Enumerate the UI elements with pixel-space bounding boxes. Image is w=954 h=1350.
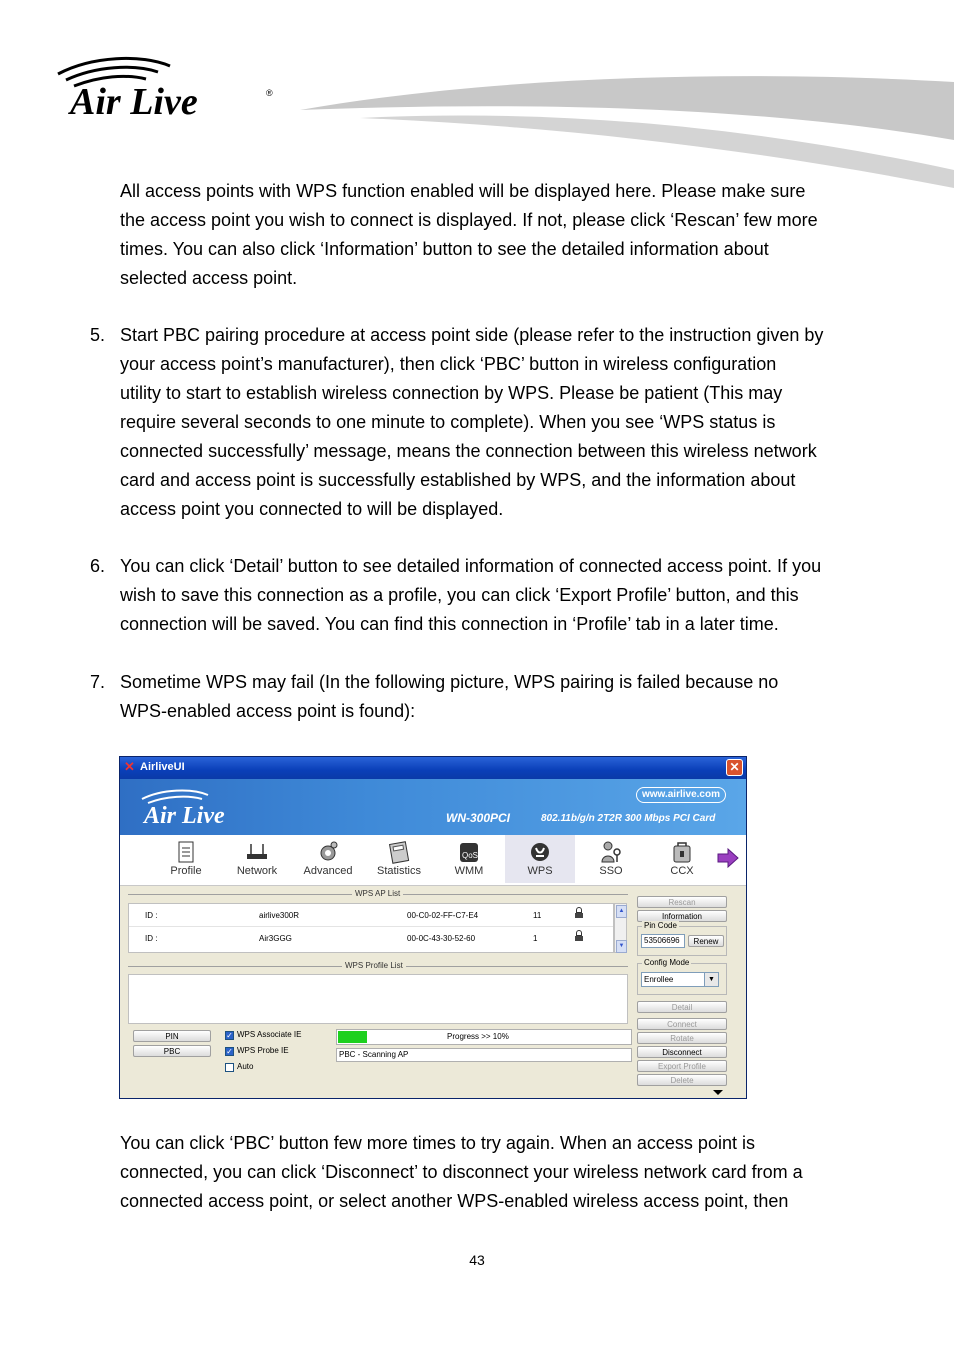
ap-channel: 1 bbox=[533, 934, 538, 943]
tab-label: WPS bbox=[527, 865, 553, 877]
wps-probe-ie-checkbox[interactable]: ✓ bbox=[226, 1047, 233, 1056]
more-arrow-icon[interactable] bbox=[713, 1090, 723, 1095]
list-item[interactable] bbox=[129, 904, 613, 926]
text-line: selected access point. bbox=[120, 268, 298, 288]
model-spec: 802.11b/g/n 2T2R 300 Mbps PCI Card bbox=[541, 813, 716, 824]
tab-network[interactable] bbox=[222, 835, 292, 883]
wps-status: PBC - Scanning AP bbox=[336, 1048, 632, 1062]
rotate-button[interactable]: Rotate bbox=[637, 1032, 727, 1044]
disconnect-button[interactable]: Disconnect bbox=[637, 1046, 727, 1058]
website-link[interactable]: www.airlive.com bbox=[636, 787, 726, 803]
text-line: your access point’s manufacturer), then click ‘PBC’ button in wireless configuration bbox=[120, 354, 777, 374]
wps-associate-ie-checkbox[interactable]: ✓ bbox=[226, 1031, 233, 1040]
text-line: connected successfully’ message, means the connection between this wireless network bbox=[120, 441, 817, 461]
intro-paragraph bbox=[120, 177, 870, 293]
toolbar bbox=[120, 835, 746, 886]
text-line: WPS-enabled access point is found): bbox=[120, 701, 416, 721]
text-line: connected, you can click ‘Disconnect’ to disconnect your wireless network card from a bbox=[120, 1162, 803, 1182]
wmm-icon bbox=[458, 840, 480, 864]
text-line: require several seconds to one minute to complete). When you see ‘WPS status is bbox=[120, 412, 776, 432]
text-line: connected access point, or select another WPS-enabled wireless access point, then bbox=[120, 1191, 789, 1211]
text-line: Start PBC pairing procedure at access point side (please refer to the instruction given by bbox=[120, 325, 824, 345]
text-line: times. You can also click ‘Information’ button to see the detailed information about bbox=[120, 239, 769, 259]
lock-body bbox=[575, 913, 583, 918]
export-profile-button[interactable]: Export Profile bbox=[637, 1060, 727, 1072]
window-title: AirliveUI bbox=[140, 761, 185, 773]
text-line: Sometime WPS may fail (In the following picture, WPS pairing is failed because no bbox=[120, 672, 779, 692]
tab-advanced[interactable] bbox=[293, 835, 363, 883]
text-line: card and access point is successfully established by WPS, and the information about bbox=[120, 470, 796, 490]
model-name: WN-300PCI bbox=[446, 811, 511, 825]
page-number: 43 bbox=[469, 1252, 485, 1268]
wps-panel bbox=[120, 886, 746, 1098]
ap-channel: 11 bbox=[533, 911, 542, 920]
sso-icon bbox=[600, 840, 622, 864]
scroll-down-icon[interactable]: ▼ bbox=[616, 940, 627, 953]
ap-id-label: ID : bbox=[145, 934, 158, 943]
list-item[interactable] bbox=[129, 926, 613, 949]
network-icon bbox=[246, 840, 268, 864]
ap-mac: 00-0C-43-30-52-60 bbox=[407, 934, 476, 943]
step-number: 6. bbox=[90, 556, 106, 576]
airlive-utility-window bbox=[119, 756, 747, 1099]
ccx-icon bbox=[671, 840, 693, 864]
rescan-button[interactable]: Rescan bbox=[637, 896, 727, 908]
pin-code-field[interactable]: 53506696 bbox=[641, 934, 685, 948]
config-mode-select[interactable] bbox=[641, 972, 719, 987]
pbc-button[interactable]: PBC bbox=[133, 1045, 211, 1057]
tab-label: SSO bbox=[599, 865, 623, 877]
pin-button[interactable]: PIN bbox=[133, 1030, 211, 1042]
step-number: 5. bbox=[90, 325, 106, 345]
tab-label: Network bbox=[236, 865, 278, 877]
text-line: the access point you wish to connect is displayed. If not, please click ‘Rescan’ few more bbox=[120, 210, 818, 230]
chevron-down-icon: ▼ bbox=[704, 973, 718, 986]
delete-button[interactable]: Delete bbox=[637, 1074, 727, 1086]
closing-paragraph bbox=[120, 1129, 870, 1216]
svg-text:®: ® bbox=[266, 88, 273, 98]
checkbox-label: WPS Probe IE bbox=[237, 1046, 289, 1055]
progress-fill bbox=[338, 1031, 367, 1043]
ap-name: Air3GGG bbox=[259, 934, 292, 943]
text-line: wish to save this connection as a profile, you can click ‘Export Profile’ button, and this bbox=[120, 585, 799, 605]
ap-id-label: ID : bbox=[145, 911, 158, 920]
advanced-icon bbox=[317, 840, 339, 864]
text-line: You can click ‘PBC’ button few more times to try again. When an access point is bbox=[120, 1133, 755, 1153]
airlive-logo bbox=[52, 52, 292, 122]
pin-code-label: Pin Code bbox=[644, 921, 677, 930]
title-bar bbox=[120, 757, 746, 779]
tab-wmm[interactable] bbox=[434, 835, 504, 883]
svg-text:QoS: QoS bbox=[462, 851, 479, 860]
pin-code-group bbox=[637, 921, 727, 956]
connect-button[interactable]: Connect bbox=[637, 1018, 727, 1030]
tab-profile[interactable] bbox=[151, 835, 221, 883]
config-mode-group bbox=[637, 958, 727, 995]
ap-name: airlive300R bbox=[259, 911, 300, 920]
checkbox-label: WPS Associate IE bbox=[237, 1030, 302, 1039]
checkbox-label: Auto bbox=[237, 1062, 254, 1071]
statistics-icon bbox=[388, 840, 410, 864]
wps-ap-list[interactable] bbox=[128, 903, 614, 953]
step-7-text bbox=[120, 668, 870, 726]
tab-ccx[interactable] bbox=[647, 835, 717, 883]
tab-label: Advanced bbox=[303, 865, 353, 877]
tab-label: WMM bbox=[454, 865, 484, 877]
banner bbox=[120, 779, 746, 835]
text-line: You can click ‘Detail’ button to see detailed information of connected access point. If you bbox=[120, 556, 822, 576]
ap-mac: 00-C0-02-FF-C7-E4 bbox=[407, 911, 479, 920]
profile-list-title: WPS Profile List bbox=[342, 961, 406, 970]
tab-label: Profile bbox=[170, 865, 202, 877]
config-mode-label: Config Mode bbox=[644, 958, 690, 967]
tab-label: CCX bbox=[670, 865, 694, 877]
text-line: access point you connected to will be displayed. bbox=[120, 499, 504, 519]
detail-button[interactable]: Detail bbox=[637, 1001, 727, 1013]
tab-statistics[interactable] bbox=[364, 835, 434, 883]
wps-progress-bar bbox=[336, 1029, 632, 1045]
lock-body bbox=[575, 936, 583, 941]
text-line: utility to start to establish wireless connection by WPS. Please be patient (This may bbox=[120, 383, 783, 403]
auto-checkbox[interactable] bbox=[225, 1063, 234, 1072]
close-button[interactable]: ✕ bbox=[726, 759, 743, 776]
text-line: connection will be saved. You can find this connection in ‘Profile’ tab in a later time. bbox=[120, 614, 779, 634]
progress-text: Progress >> 10% bbox=[447, 1032, 509, 1041]
information-button[interactable]: Information bbox=[637, 910, 727, 922]
tab-wps[interactable] bbox=[505, 835, 575, 883]
next-arrow-icon[interactable] bbox=[716, 847, 740, 869]
app-icon: ✕ bbox=[124, 759, 135, 774]
step-5-text bbox=[120, 321, 870, 524]
text-line: All access points with WPS function enabled will be displayed here. Please make sure bbox=[120, 181, 806, 201]
config-mode-value: Enrollee bbox=[644, 975, 674, 984]
banner-logo bbox=[138, 787, 278, 827]
profile-icon bbox=[175, 840, 197, 864]
ap-list-title: WPS AP List bbox=[352, 889, 403, 898]
renew-button[interactable]: Renew bbox=[688, 935, 724, 947]
wps-icon bbox=[529, 840, 551, 864]
tab-label: Statistics bbox=[376, 865, 421, 877]
scroll-up-icon[interactable]: ▲ bbox=[616, 905, 627, 918]
step-6-text bbox=[120, 552, 870, 639]
tab-sso[interactable] bbox=[576, 835, 646, 883]
svg-text:Air Live: Air Live bbox=[144, 803, 225, 827]
svg-text:Air Live: Air Live bbox=[70, 81, 198, 122]
ap-list-scrollbar[interactable] bbox=[614, 903, 627, 953]
wps-profile-list[interactable] bbox=[128, 974, 628, 1024]
step-number: 7. bbox=[90, 672, 106, 692]
